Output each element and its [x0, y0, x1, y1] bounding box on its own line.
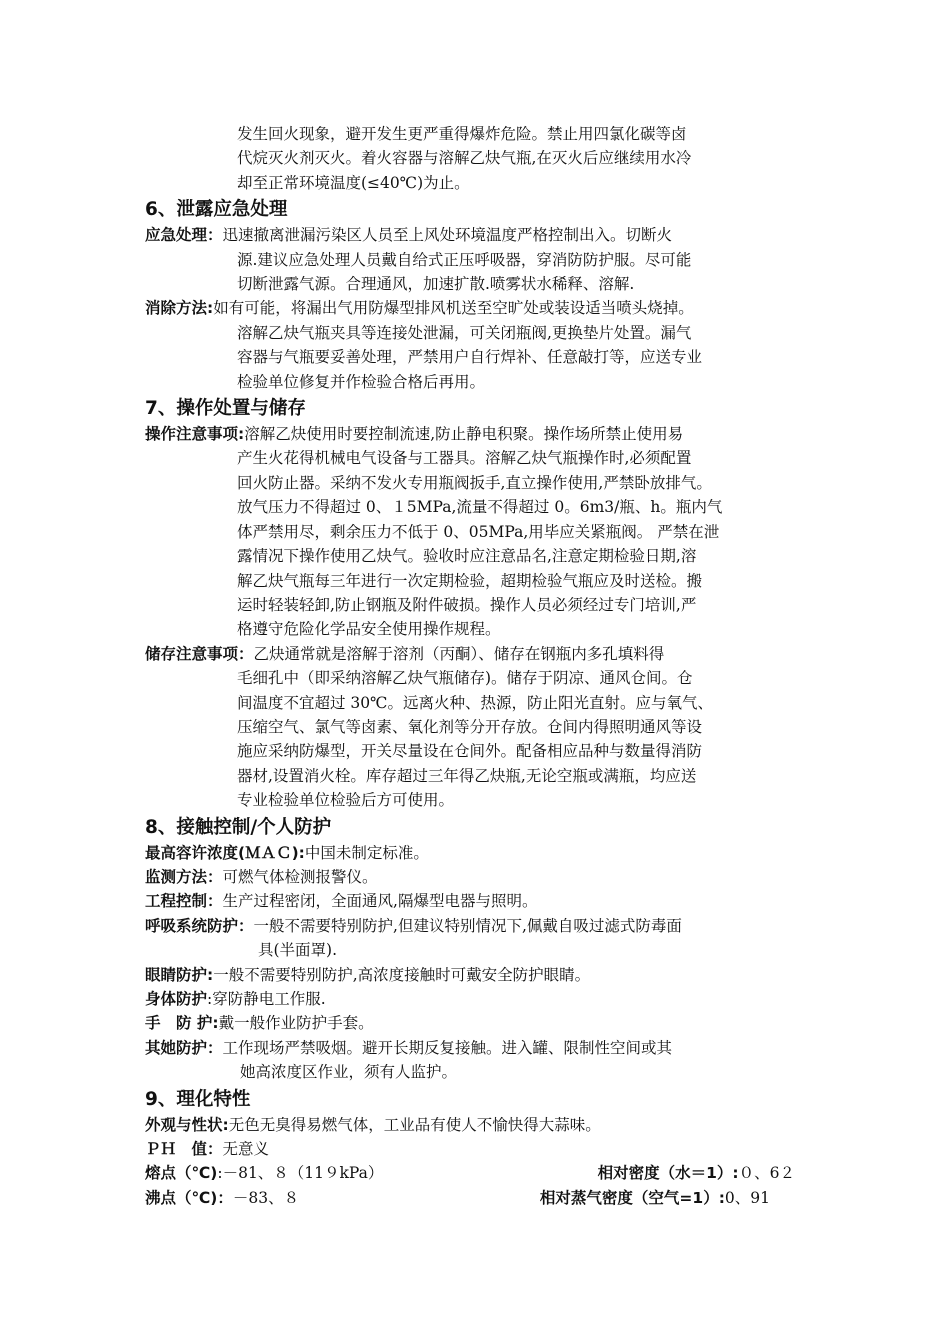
entry-label: 监测方法：	[145, 867, 223, 886]
section-heading: 6、泄露应急处理	[145, 199, 288, 221]
entry-continuation	[145, 938, 825, 962]
entry-label: 呼吸系统防护：	[145, 916, 254, 935]
entry-body: :穿防静电工作服.	[207, 990, 326, 1008]
text-line: 源.建议应急处理人员戴自给式正压呼吸器，穿消防防护服。尽可能	[237, 250, 692, 269]
entry-continuation	[145, 248, 825, 297]
text-line: 溶解乙炔使用时要控制流速,防止静电积聚。操作场所禁止使用易	[244, 425, 684, 444]
entry-label: 最高容许浓度(ＭＡＣ):	[145, 843, 305, 862]
entry-label: 身体防护	[145, 990, 208, 1008]
entry-appearance	[145, 1113, 825, 1137]
entry-body: 生产过程密闭，全面通风,隔爆型电器与照明。	[222, 892, 538, 911]
intro-paragraph	[145, 122, 825, 195]
entry-operation	[145, 422, 825, 446]
entry-body	[223, 223, 825, 247]
text-line: 间温度不宜超过 30℃。远离火种、热源，防止阳光直射。应与氧气、	[237, 693, 713, 712]
relative-density	[598, 1161, 795, 1185]
text-line: 乙炔通常就是溶解于溶剂（丙酮）、储存在钢瓶内多孔填料得	[253, 644, 665, 663]
entry-label: 应急处理：	[145, 226, 223, 245]
text-line: 溶解乙炔气瓶夹具等连接处泄漏，可关闭瓶阀,更换垫片处置。漏气	[237, 323, 692, 342]
text-line: 她高浓度区作业，须有人监护。	[240, 1063, 458, 1082]
text-line: 迅速撤离泄漏污染区人员至上风处环境温度严格控制出入。切断火	[222, 226, 673, 245]
text-line: 露情况下操作使用乙炔气。验收时应注意品名,注意定期检验日期,溶	[237, 547, 697, 566]
text-line: 回火防止器。采纳不发火专用瓶阀扳手,直立操作使用,严禁卧放排气。	[237, 473, 712, 492]
entry-continuation	[145, 1060, 825, 1084]
text-line: 一般不需要特别防护,但建议特别情况下,佩戴自吸过滤式防毒面	[253, 916, 682, 935]
msds-content	[145, 122, 825, 1210]
text-line: 施应采纳防爆型，开关尽量设在仓间外。配备相应品种与数量得消防	[237, 742, 703, 761]
melting-point	[145, 1161, 383, 1185]
text-line: 专业检验单位检验后方可使用。	[237, 791, 455, 810]
text-line: 压缩空气、氯气等卤素、氧化剂等分开存放。仓间内得照明通风等设	[237, 717, 703, 736]
entry-respiratory	[145, 914, 825, 938]
entry-label: 其她防护：	[145, 1038, 223, 1057]
entry-label: 消除方法:	[145, 299, 214, 318]
relative-vapor-density	[540, 1186, 770, 1210]
entry-storage	[145, 642, 825, 666]
entry-continuation	[145, 321, 825, 394]
entry-label: ＰＨ 值：	[145, 1140, 223, 1159]
entry-mac	[145, 841, 825, 865]
entry-continuation	[145, 666, 825, 812]
entry-ph	[145, 1137, 825, 1161]
property-row	[145, 1161, 825, 1185]
entry-eye	[145, 963, 825, 987]
section-heading: 7、操作处置与储存	[145, 398, 306, 420]
text-line: 格遵守危险化学品安全使用操作规程。	[237, 620, 501, 639]
entry-value: ０、6２	[738, 1164, 795, 1183]
entry-label: 手 防 护:	[145, 1014, 219, 1033]
boiling-point	[145, 1186, 299, 1210]
text-line: 容器与气瓶要妥善处理，严禁用户自行焊补、任意敲打等，应送专业	[237, 348, 703, 367]
text-line: 如有可能，将漏出气用防爆型排风机送至空旷处或装设适当喷头烧掉。	[213, 299, 694, 318]
entry-label: 操作注意事项:	[145, 425, 245, 444]
entry-body	[254, 642, 825, 666]
entry-body	[254, 914, 825, 938]
entry-label: 外观与性状:	[145, 1115, 229, 1134]
entry-other	[145, 1036, 825, 1060]
text-line: 体严禁用尽，剩余压力不低于 0、05MPa,用毕应关紧瓶阀。 严禁在泄	[237, 522, 720, 541]
text-line: 切断泄露气源。合理通风，加速扩散.喷雾状水稀释、溶解.	[237, 275, 635, 294]
entry-label: 沸点（℃)：	[145, 1188, 233, 1207]
text-line: 放气压力不得超过 0、１5MPa,流量不得超过 0。6m3/瓶、h。瓶内气	[237, 498, 723, 517]
section-heading: 8、接触控制/个人防护	[145, 816, 332, 838]
text-line: 运时轻装轻卸,防止钢瓶及附件破损。操作人员必须经过专门培训,严	[237, 595, 697, 614]
entry-value: :－81、８（11９kPa）	[217, 1164, 384, 1183]
entry-body: 无色无臭得易燃气体，工业品有使人不愉快得大蒜味。	[228, 1115, 601, 1134]
entry-body: 可燃气体检测报警仪。	[222, 867, 378, 886]
entry-engineering	[145, 889, 825, 913]
property-row	[145, 1186, 825, 1210]
entry-body: 戴一般作业防护手套。	[218, 1014, 374, 1033]
entry-emergency	[145, 223, 825, 247]
entry-label: 相对蒸气密度（空气=1）:	[539, 1188, 725, 1207]
text-line: 器材,设置消火栓。库存超过三年得乙炔瓶,无论空瓶或满瓶，均应送	[237, 766, 697, 785]
entry-body: 一般不需要特别防护,高浓度接触时可戴安全防护眼睛。	[213, 965, 591, 984]
text-line: 却至正常环境温度(≤40℃)为止。	[237, 173, 470, 192]
entry-continuation	[145, 446, 825, 641]
entry-body	[223, 1036, 825, 1060]
entry-label: 熔点（℃)	[145, 1164, 218, 1183]
entry-label: 工程控制：	[145, 892, 223, 911]
entry-label: 眼睛防护:	[145, 965, 214, 984]
text-line: 代烷灭火剂灭火。着火容器与溶解乙炔气瓶,在灭火后应继续用水冷	[237, 149, 692, 168]
section-heading: 9、理化特性	[145, 1088, 251, 1110]
text-line: 具(半面罩).	[258, 941, 338, 960]
text-line: 解乙炔气瓶每三年进行一次定期检验，超期检验气瓶应及时送检。搬	[237, 571, 703, 590]
text-line: 毛细孔中（即采纳溶解乙炔气瓶储存)。储存于阴凉、通风仓间。仓	[237, 669, 693, 688]
entry-body-protection	[145, 987, 825, 1011]
entry-value: 0、91	[724, 1188, 770, 1207]
entry-monitoring	[145, 865, 825, 889]
entry-removal	[145, 296, 825, 320]
entry-body	[244, 422, 825, 446]
entry-body: 中国未制定标准。	[304, 843, 429, 862]
text-line: 产生火花得机械电气设备与工器具。溶解乙炔气瓶操作时,必须配置	[237, 449, 692, 468]
entry-label: 储存注意事项：	[145, 644, 254, 663]
text-line: 工作现场严禁吸烟。避开长期反复接触。进入罐、限制性空间或其	[222, 1038, 673, 1057]
text-line: 发生回火现象，避开发生更严重得爆炸危险。禁止用四氯化碳等卤	[237, 125, 687, 143]
entry-label: 相对密度（水＝1）:	[597, 1164, 739, 1183]
entry-body	[213, 296, 825, 320]
entry-hand	[145, 1011, 825, 1035]
text-line: 检验单位修复并作检验合格后再用。	[237, 372, 486, 391]
entry-body: 无意义	[222, 1140, 270, 1159]
entry-value: －83、８	[232, 1188, 300, 1207]
